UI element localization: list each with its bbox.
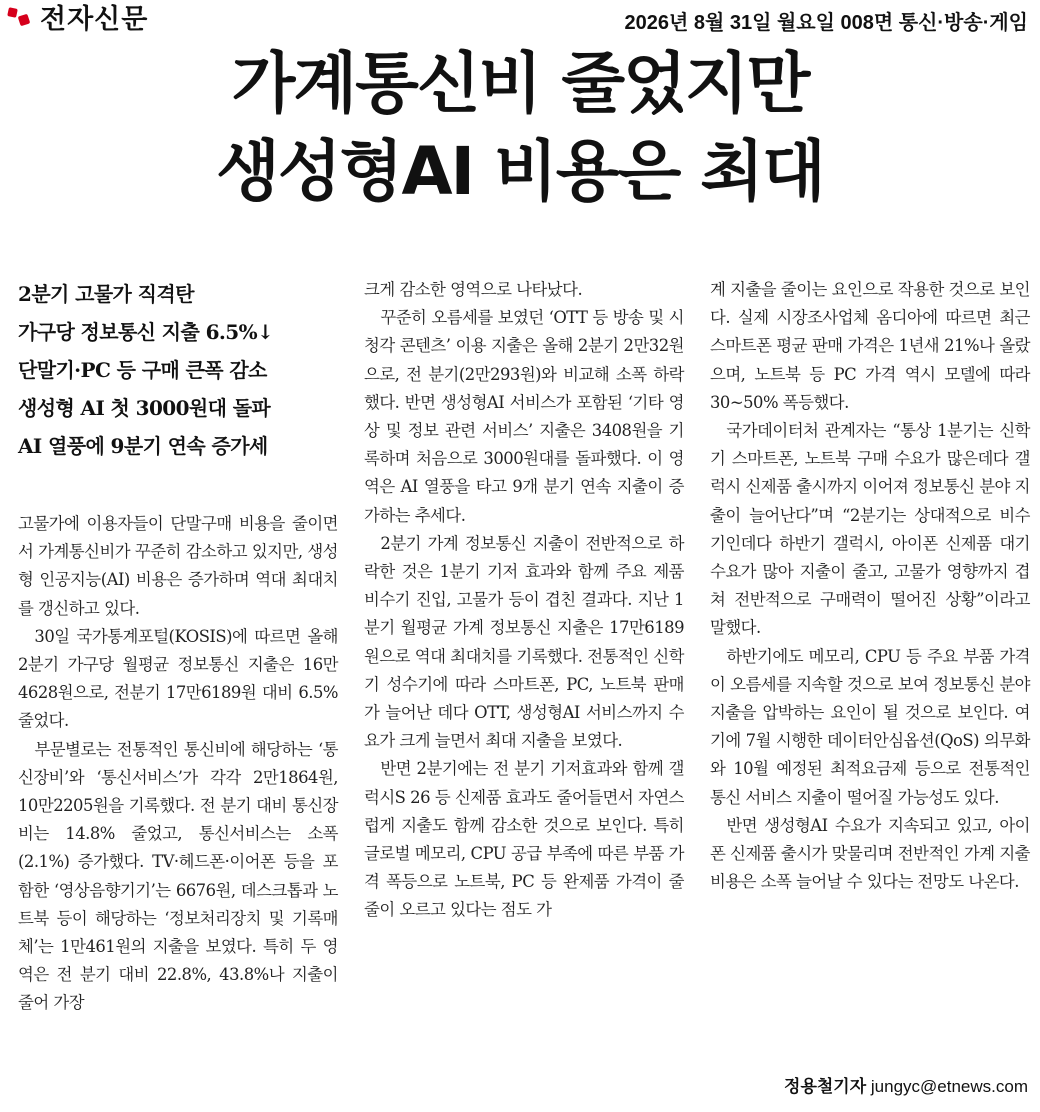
paragraph: 하반기에도 메모리, CPU 등 주요 부품 가격이 오름세를 지속할 것으로 보여 정보통신 분야 지출을 압박하는 요인이 될 것으로 보인다. 여기에 7월 시행한 데이터안심옵션(QoS) 의무화와 10월 예정된 최적요금제 등으로 전통적인 통신 서비스 지출이 떨어질 가능성도 있다. — [710, 646, 1030, 807]
subhead-3: 단말기·PC 등 구매 큰폭 감소 — [18, 358, 267, 382]
subhead-5: AI 열풍에 9분기 연속 증가세 — [18, 434, 268, 458]
reporter-name: 정용철기자 — [784, 1077, 867, 1096]
subhead-1: 2분기 고물가 직격탄 — [18, 282, 194, 306]
paragraph: 꾸준히 오름세를 보였던 ‘OTT 등 방송 및 시청각 콘텐츠’ 이용 지출은 올해 2분기 2만32원으로, 전 분기(2만293원)와 비교해 소폭 하락했다. 반면 생성형AI 서비스가 포함된 ‘기타 영상 및 정보 관련 서비스’ 지출은 3408원을 기록하며 처음으로 3000원대를 돌파했다. 이 영역은 AI 열풍을 타고 9개 분기 연속 지출이 증가하는 추세다. — [364, 308, 684, 525]
headline — [0, 40, 1040, 216]
paragraph: 계 지출을 줄이는 요인으로 작용한 것으로 보인다. 실제 시장조사업체 옴디아에 따르면 최근 스마트폰 평균 판매 가격은 1년새 21%나 올랐으며, 노트북 등 PC 가격 역시 모델에 따라 30~50% 폭등했다. — [710, 280, 1030, 412]
paragraph: 부문별로는 전통적인 통신비에 해당하는 ‘통신장비’와 ‘통신서비스’가 각각 2만1864원, 10만2205원을 기록했다. 전 분기 대비 통신장비는 14.8% 줄었고, 통신서비스는 소폭(2.1%) 증가했다. TV·헤드폰·이어폰 등을 포함한 ‘영상음향기기’는 6676원, 데스크톱과 노트북 등이 해당하는 ‘정보처리장치 및 기록매체’는 1만461원의 지출을 보였다. 특히 두 영역은 전 분기 대비 22.8%, 43.8%나 지출이 줄어 가장 — [18, 739, 338, 1013]
subhead-4: 생성형 AI 첫 3000원대 돌파 — [18, 396, 271, 420]
dateline: 2026년 8월 31일 월요일 008면 통신·방송·게임 — [624, 12, 1028, 34]
logo-text: 전자신문 — [40, 4, 149, 34]
reporter-email[interactable]: jungyc@etnews.com — [870, 1077, 1028, 1096]
paragraph: 국가데이터처 관계자는 “통상 1분기는 신학기 스마트폰, 노트북 구매 수요가 많은데다 갤럭시 신제품 출시까지 이어져 정보통신 분야 지출이 늘어난다”며 “2분기는 상대적으로 비수기인데다 하반기 갤럭시, 아이폰 신제품 대기 수요가 많아 지출이 줄고, 고물가 영향까지 겹쳐 전반적으로 구매력이 떨어진 상황”이라고 말했다. — [710, 421, 1030, 638]
subhead-2: 가구당 정보통신 지출 6.5%↓ — [18, 320, 274, 344]
newspaper-logo — [6, 4, 148, 34]
paragraph: 반면 2분기에는 전 분기 기저효과와 함께 갤럭시S 26 등 신제품 효과도 줄어들면서 자연스럽게 지출도 함께 감소한 것으로 보인다. 특히 글로벌 메모리, CPU 공급 부족에 따른 부품 가격 폭등으로 노트북, PC 등 완제품 가격이 줄줄이 오르고 있다는 점도 가 — [364, 759, 684, 920]
article-column-3 — [710, 276, 1030, 896]
byline — [784, 1072, 1028, 1097]
paragraph: 반면 생성형AI 수요가 지속되고 있고, 아이폰 신제품 출시가 맞물리며 전반적인 가계 지출 비용은 소폭 늘어날 수 있다는 전망도 나온다. — [710, 815, 1030, 892]
paragraph: 30일 국가통계포털(KOSIS)에 따르면 올해 2분기 가구당 월평균 정보통신 지출은 16만4628원으로, 전분기 17만6189원 대비 6.5% 줄었다. — [18, 626, 338, 731]
headline-line-1: 가계통신비 줄었지만 — [231, 45, 809, 122]
article-column-2 — [364, 276, 684, 925]
paragraph: 크게 감소한 영역으로 나타났다. — [364, 280, 583, 299]
paragraph: 고물가에 이용자들이 단말구매 비용을 줄이면서 가계통신비가 꾸준히 감소하고 있지만, 생성형 인공지능(AI) 비용은 증가하며 역대 최대치를 갱신하고 있다. — [18, 514, 338, 618]
article-column-1 — [18, 510, 338, 1018]
subheadlines — [18, 275, 338, 465]
logo-mark-icon — [6, 6, 36, 32]
masthead — [0, 0, 1040, 40]
headline-line-2: 생성형AI 비용은 최대 — [216, 133, 824, 210]
paragraph: 2분기 가계 정보통신 지출이 전반적으로 하락한 것은 1분기 기저 효과와 함께 주요 제품 비수기 진입, 고물가 등이 겹친 결과다. 지난 1분기 월평균 가계 정보통신 지출은 17만6189원으로 역대 최대치를 기록했다. 전통적인 신학기 성수기에 따라 스마트폰, PC, 노트북 판매가 늘어난 데다 OTT, 생성형AI 서비스까지 수요가 크게 늘면서 최대 지출을 보였다. — [364, 533, 684, 751]
